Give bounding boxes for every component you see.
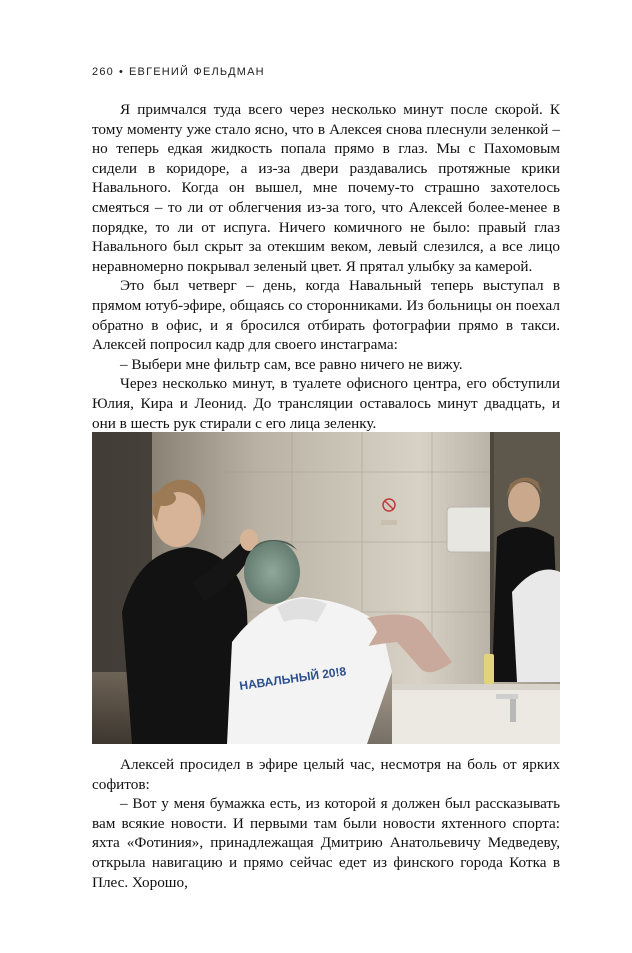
paragraph: – Вот у меня бумажка есть, из которой я должен был рассказывать вам всякие новости. И первыми там были новости яхтенного спорта: яхта «Фотиния», принадлежащая Дмитрию Анатольевичу Медведеву, открыла навигацию и прямо сейчас едет из финского города Котка в Плес. Хорошо,: [92, 795, 560, 891]
body-text-top: [92, 100, 560, 433]
photograph: [92, 432, 560, 744]
paragraph: Я примчался туда всего через несколько минут после скорой. К тому моменту уже стало ясно, что в Алексея снова плеснули зеленкой – но теперь едкая жидкость попала прямо в глаз. Мы с Пахомовым сидели в коридоре, а из-за двери раздавались протяжные крики Навального. Когда он вышел, мне почему-то страшно захотелось смеяться – то ли от облегчения из-за того, что Алексей более-менее в порядке, то ли от испуга. Ничего комичного не было: правый глаз Навального был скрыт за отекшим веком, левый слезился, а все лицо неравномерно покрывал зеленый цвет. Я прятал улыбку за камерой.: [92, 101, 560, 275]
running-head: [92, 66, 265, 78]
shirt-text: НАВАЛЬНЫЙ 20!8: [238, 664, 348, 693]
photo-illustration: [92, 432, 560, 744]
author-name: ЕВГЕНИЙ ФЕЛЬДМАН: [129, 66, 265, 78]
paragraph: – Выбери мне фильтр сам, все равно ничего не вижу.: [120, 355, 463, 373]
paragraph: Это был четверг – день, когда Навальный теперь выступал в прямом ютуб-эфире, общаясь со сторонниками. Из больницы он поехал обратно в офис, и я бросился отбирать фотографии прямо в такси. Алексей попросил кадр для своего инстаграма:: [92, 277, 560, 354]
body-text-bottom: [92, 755, 560, 892]
paragraph: Через несколько минут, в туалете офисного центра, его обступили Юлия, Кира и Леонид. До трансляции оставалось минут двадцать, и они в шесть рук стирали с его лица зеленку.: [92, 375, 560, 432]
paragraph: Алексей просидел в эфире целый час, несмотря на боль от ярких софитов:: [92, 756, 560, 793]
page-number: 260: [92, 66, 114, 78]
header-separator: •: [118, 66, 125, 78]
